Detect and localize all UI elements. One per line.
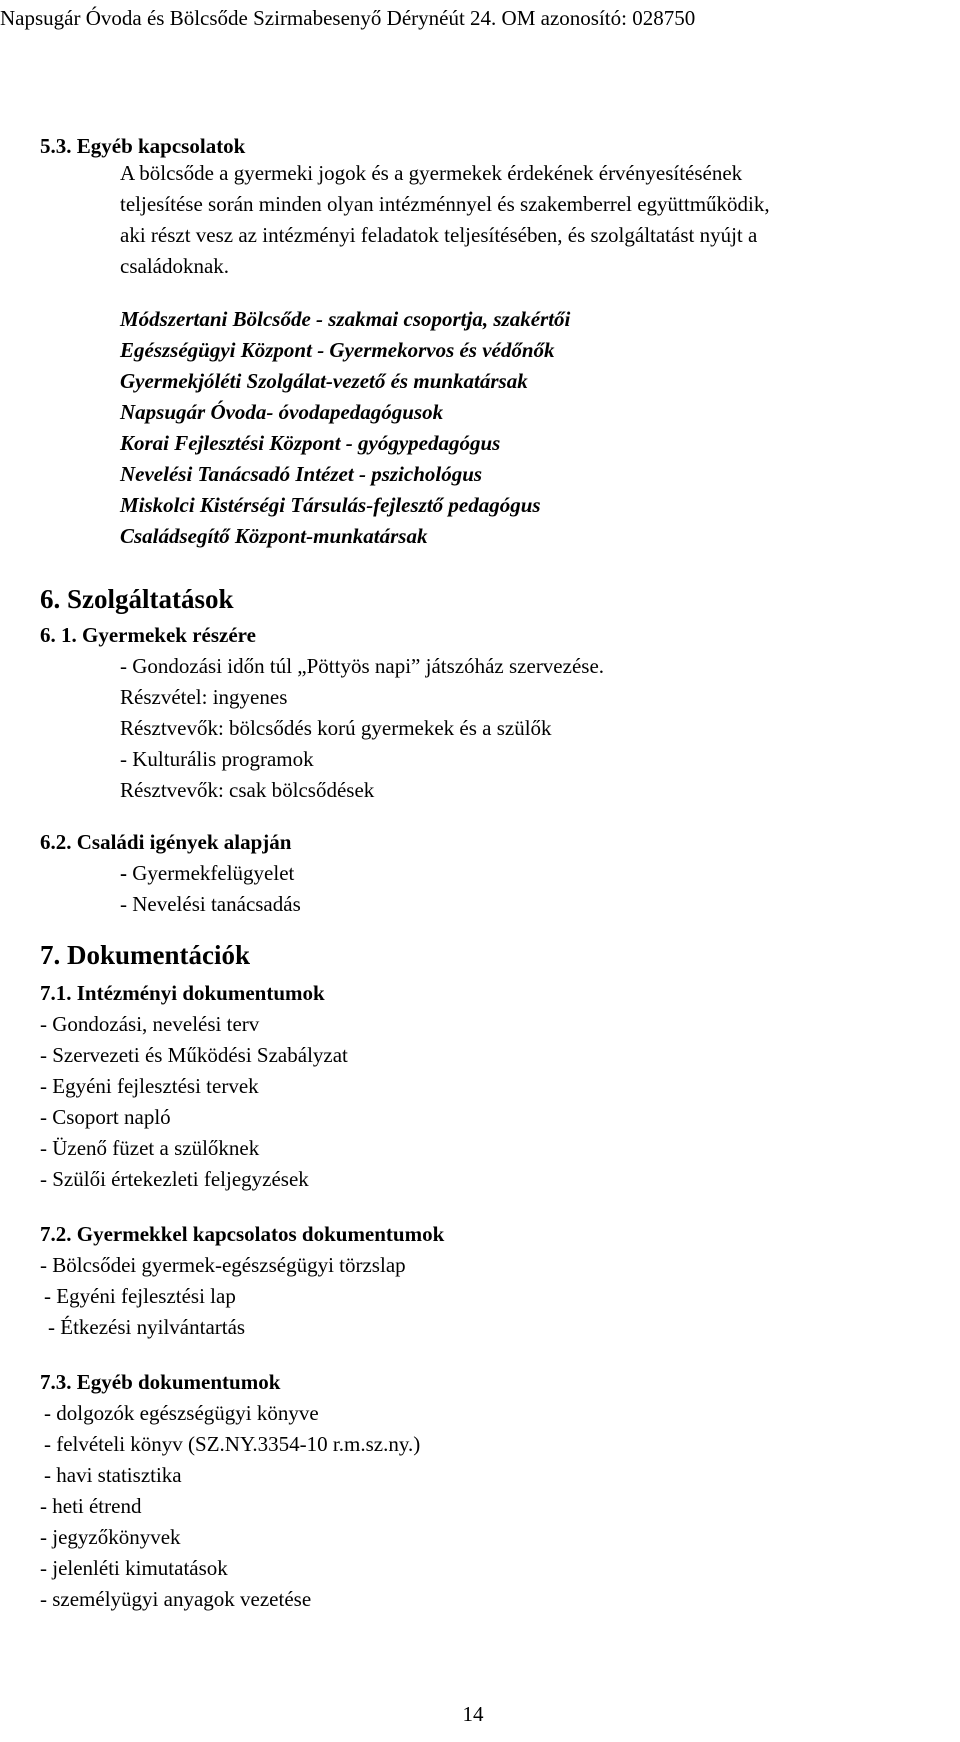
document-item: - felvételi könyv (SZ.NY.3354-10 r.m.sz.ny.) xyxy=(44,1432,421,1456)
service-line: Részvétel: ingyenes xyxy=(120,685,288,709)
document-item: - Bölcsődei gyermek-egészségügyi törzslap xyxy=(40,1253,406,1277)
section-5-3-paragraph xyxy=(120,158,950,282)
partner-item: Napsugár Óvoda- óvodapedagógusok xyxy=(120,400,444,424)
partner-item: Gyermekjóléti Szolgálat-vezető és munkatársak xyxy=(120,369,528,393)
paragraph-line: A bölcsőde a gyermeki jogok és a gyermekek érdekének érvényesítésének xyxy=(120,161,743,185)
service-line: Résztvevők: bölcsődés korú gyermekek és a szülők xyxy=(120,716,552,740)
page-number: 14 xyxy=(462,1702,484,1726)
partner-item: Nevelési Tanácsadó Intézet - pszichológus xyxy=(120,462,483,486)
document-item: - heti étrend xyxy=(40,1494,142,1518)
section-7-3-heading: 7.3. Egyéb dokumentumok xyxy=(40,1370,281,1394)
partner-item: Családsegítő Központ-munkatársak xyxy=(120,524,428,548)
document-item: - Étkezési nyilvántartás xyxy=(48,1315,246,1339)
page-header: Napsugár Óvoda és Bölcsőde Szirmabesenyő Dérynéút 24. OM azonosító: 028750 xyxy=(0,6,696,30)
service-line-text: Gyermekfelügyelet xyxy=(132,861,295,885)
document-item: - havi statisztika xyxy=(44,1463,182,1487)
bullet-dash: - xyxy=(120,861,127,885)
service-line xyxy=(120,858,294,889)
section-6-1-heading: 6. 1. Gyermekek részére xyxy=(40,623,256,647)
document-item: - Egyéni fejlesztési tervek xyxy=(40,1074,259,1098)
partner-item: Módszertani Bölcsőde - szakmai csoportja, szakértői xyxy=(120,307,571,331)
service-line: - Gondozási időn túl „Pöttyös napi” játszóház szervezése. xyxy=(120,654,605,678)
section-7-1-heading: 7.1. Intézményi dokumentumok xyxy=(40,981,325,1005)
partner-item: Korai Fejlesztési Központ - gyógypedagógus xyxy=(120,431,501,455)
section-7-heading: 7. Dokumentációk xyxy=(40,940,251,970)
document-item: - dolgozók egészségügyi könyve xyxy=(44,1401,319,1425)
partner-item: Miskolci Kistérségi Társulás-fejlesztő pedagógus xyxy=(120,493,541,517)
document-item: - személyügyi anyagok vezetése xyxy=(40,1587,312,1611)
document-item: - jelenléti kimutatások xyxy=(40,1556,228,1580)
document-item: - Szülői értekezleti feljegyzések xyxy=(40,1167,309,1191)
document-item: - Gondozási, nevelési terv xyxy=(40,1012,260,1036)
section-6-2-heading: 6.2. Családi igények alapján xyxy=(40,830,292,854)
section-6-heading: 6. Szolgáltatások xyxy=(40,584,234,614)
service-line: - Kulturális programok xyxy=(120,747,314,771)
document-item: - jegyzőkönyvek xyxy=(40,1525,181,1549)
paragraph-line: teljesítése során minden olyan intézménnyel és szakemberrel együttműködik, xyxy=(120,192,770,216)
section-7-2-heading: 7.2. Gyermekkel kapcsolatos dokumentumok xyxy=(40,1222,445,1246)
document-item: - Üzenő füzet a szülőknek xyxy=(40,1136,260,1160)
section-5-3-heading: 5.3. Egyéb kapcsolatok xyxy=(40,134,246,158)
partner-item: Egészségügyi Központ - Gyermekorvos és védőnők xyxy=(120,338,555,362)
document-item: - Szervezeti és Működési Szabályzat xyxy=(40,1043,348,1067)
document-item: - Egyéni fejlesztési lap xyxy=(44,1284,236,1308)
document-item: - Csoport napló xyxy=(40,1105,171,1129)
paragraph-line: aki részt vesz az intézményi feladatok teljesítésében, és szolgáltatást nyújt a xyxy=(120,223,758,247)
paragraph-line: családoknak. xyxy=(120,254,230,278)
service-line: - Nevelési tanácsadás xyxy=(120,892,301,916)
service-line: Résztvevők: csak bölcsődések xyxy=(120,778,375,802)
